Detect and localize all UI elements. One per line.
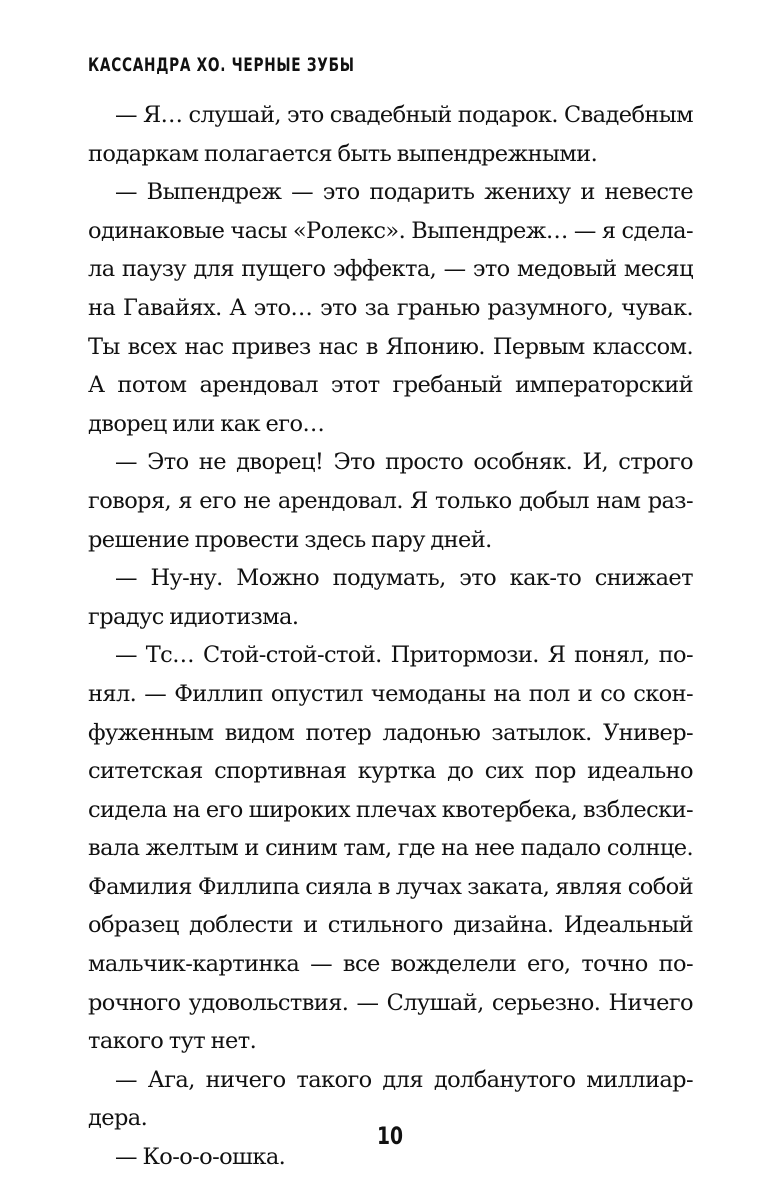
- text-line: ситетская спортивная куртка до сих пор идеально: [88, 758, 693, 785]
- text-line: такого тут нет.: [88, 1028, 257, 1055]
- text-line: сидела на его широких плечах квотербека, взблески-: [88, 796, 693, 823]
- text-line: — Я… слушай, это свадебный подарок. Свадебным: [115, 102, 693, 128]
- text-line: — Ко-о-о-ошка.: [115, 1144, 286, 1171]
- text-line: рочного удовольствия. — Слушай, серьезно. Ничего: [88, 989, 693, 1016]
- page-number: 10: [376, 1122, 404, 1150]
- text-line: ла паузу для пущего эффекта, — это медовый месяц: [88, 256, 693, 283]
- text-line: дера.: [88, 1105, 148, 1132]
- text-line: на Гавайях. А это… это за гранью разумного, чувак.: [88, 294, 693, 321]
- text-line: Фамилия Филлипа сияла в лучах заката, являя собой: [88, 873, 693, 900]
- text-line: — Тс… Стой-стой-стой. Притормози. Я понял, по-: [115, 642, 693, 669]
- text-line: говоря, я его не арендовал. Я только добыл нам раз-: [88, 487, 693, 514]
- text-line: нял. — Филлип опустил чемоданы на пол и со скон-: [88, 680, 693, 707]
- text-line: образец доблести и стильного дизайна. Идеальный: [88, 912, 693, 939]
- text-line: градус идиотизма.: [88, 603, 299, 630]
- body-text: [88, 96, 693, 1177]
- text-line: подаркам полагается быть выпендрежными.: [88, 140, 598, 167]
- text-line: А потом арендовал этот гребаный императорский: [88, 372, 693, 399]
- text-line: одинаковые часы «Ролекс». Выпендреж… — я сдела-: [88, 217, 693, 244]
- text-line: фуженным видом потер ладонью затылок. Универ-: [88, 719, 693, 746]
- text-line: вала желтым и синим там, где на нее падало солнце.: [88, 835, 693, 862]
- text-line: Ты всех нас привез нас в Японию. Первым классом.: [88, 333, 693, 360]
- text-line: — Это не дворец! Это просто особняк. И, строго: [115, 449, 693, 476]
- text-line: — Выпендреж — это подарить жениху и невесте: [115, 179, 693, 206]
- text-line: — Ну-ну. Можно подумать, это как-то снижает: [115, 565, 693, 592]
- text-line: — Ага, ничего такого для долбанутого миллиар-: [115, 1066, 693, 1093]
- text-line: дворец или как его…: [88, 410, 325, 437]
- text-line: мальчик-картинка — все вожделели его, точно по-: [88, 951, 693, 978]
- text-line: решение провести здесь пару дней.: [88, 526, 492, 553]
- running-header: КАССАНДРА ХО. ЧЕРНЫЕ ЗУБЫ: [88, 54, 355, 76]
